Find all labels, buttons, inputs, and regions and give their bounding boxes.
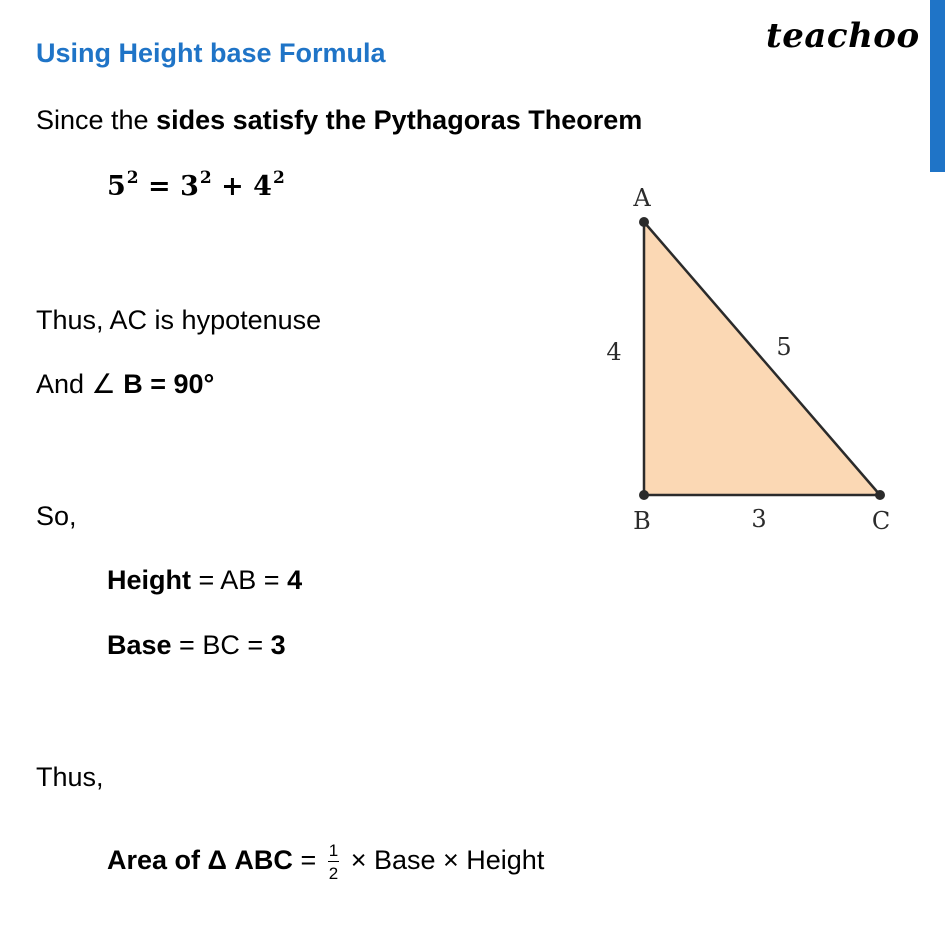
height-value: 4: [287, 565, 303, 595]
area-formula: [107, 842, 544, 882]
section-heading: Using Height base Formula: [36, 38, 386, 68]
side-ab-length: 4: [606, 338, 622, 366]
area-equals: =: [292, 845, 324, 876]
statement-bold: sides satisfy the Pythagoras Theorem: [156, 105, 643, 135]
vertex-c-label: C: [871, 507, 891, 535]
height-line: [107, 564, 302, 596]
right-triangle-diagram: [590, 180, 910, 540]
height-label: Height: [107, 565, 191, 595]
eq-term1-exp: 2: [199, 168, 212, 188]
vertex-a-label: A: [633, 184, 651, 212]
eq-term2-base: 4: [253, 171, 272, 202]
triangle-shape: [644, 222, 880, 495]
fraction-numerator: 1: [328, 841, 339, 860]
pythagoras-statement: [36, 104, 642, 136]
vertex-b-point: [639, 490, 649, 500]
pythagoras-equation: [107, 168, 285, 203]
fraction-denominator: 2: [328, 864, 339, 883]
angle-line: [36, 368, 214, 400]
area-rest: × Base × Height: [343, 845, 545, 876]
side-ac-length: 5: [776, 333, 792, 361]
thus-line: Thus,: [36, 762, 104, 792]
eq-lhs-exp: 2: [126, 168, 139, 188]
base-mid: = BC =: [171, 630, 271, 660]
half-fraction: [328, 842, 339, 882]
height-mid: = AB =: [191, 565, 288, 595]
base-value: 3: [270, 630, 286, 660]
side-bc-length: 3: [751, 505, 767, 533]
teachoo-logo: teachoo: [766, 16, 920, 56]
vertex-b-label: B: [633, 507, 651, 535]
eq-lhs-base: 5: [107, 171, 126, 202]
hypotenuse-line: Thus, AC is hypotenuse: [36, 305, 322, 335]
so-line: So,: [36, 501, 77, 531]
scrollbar-thumb[interactable]: [930, 0, 945, 172]
angle-prefix: And ∠: [36, 369, 124, 399]
vertex-a-point: [639, 217, 649, 227]
base-label: Base: [107, 630, 172, 660]
statement-prefix: Since the: [36, 105, 157, 135]
eq-term1-base: 3: [180, 171, 199, 202]
eq-equals: =: [138, 171, 181, 202]
area-label: Area of Δ ABC: [107, 845, 293, 876]
angle-value: B = 90°: [123, 369, 215, 399]
vertex-c-point: [875, 490, 885, 500]
eq-plus: +: [211, 171, 254, 202]
eq-term2-exp: 2: [272, 168, 285, 188]
base-line: [107, 629, 286, 661]
